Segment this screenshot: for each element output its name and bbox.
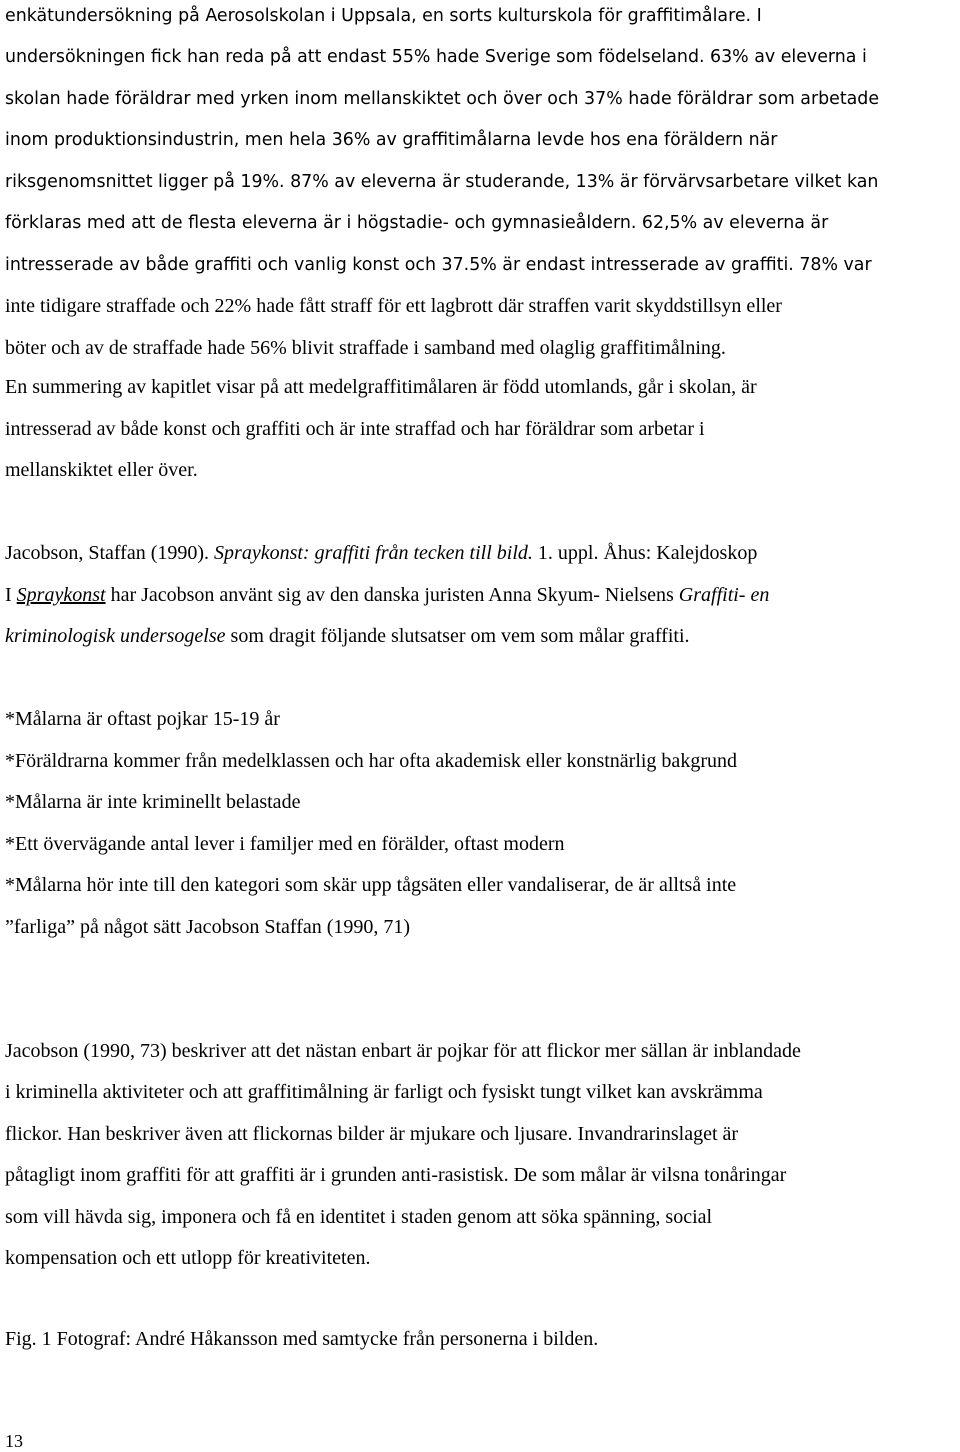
summary-line-2: intresserad av både konst och graffiti och är inte straffad och har föräldrar som arbetar i bbox=[5, 418, 705, 440]
reference-line bbox=[5, 541, 757, 565]
reference-author-year: Jacobson, Staffan (1990). bbox=[5, 542, 215, 564]
intro-text-a: I bbox=[5, 584, 17, 606]
intro-study-title-part-1: Graffiti- en bbox=[678, 584, 770, 606]
paragraph-2-line-2: i kriminella aktiviteter och att graffitimålning är farligt och fysiskt tungt vilket kan avskrämma bbox=[5, 1081, 763, 1103]
intro-text-e: som dragit följande slutsatser om vem som målar graffiti. bbox=[225, 625, 690, 647]
summary-line-3: mellanskiktet eller över. bbox=[5, 459, 198, 481]
paragraph-1-line-9: böter och av de straffade hade 56% blivit straffade i samband med olaglig graffitimålning. bbox=[5, 337, 726, 359]
intro-line-1 bbox=[5, 583, 769, 607]
conclusion-item: ”farliga” på något sätt Jacobson Staffan (1990, 71) bbox=[5, 916, 411, 938]
reference-title: Spraykonst: graffiti från tecken till bild. bbox=[214, 542, 533, 564]
paragraph-1-line-7: intresserade av både graffiti och vanlig konst och 37.5% är endast intresserade av graffiti. 78% var bbox=[5, 255, 872, 275]
paragraph-1-line-4: inom produktionsindustrin, men hela 36% av graffitimålarna levde hos ena föräldern när bbox=[5, 130, 778, 150]
conclusion-item: *Föräldrarna kommer från medelklassen och har ofta akademisk eller konstnärlig bakgrund bbox=[5, 750, 737, 772]
summary-line-1: En summering av kapitlet visar på att medelgraffitimålaren är född utomlands, går i skolan, är bbox=[5, 376, 757, 398]
page-number: 13 bbox=[5, 1431, 23, 1451]
paragraph-1-line-5: riksgenomsnittet ligger på 19%. 87% av eleverna är studerande, 13% är förvärvsarbetare vilket kan bbox=[5, 172, 879, 192]
paragraph-1-line-2: undersökningen fick han reda på att endast 55% hade Sverige som födelseland. 63% av eleverna i bbox=[5, 47, 867, 67]
conclusion-item: *Målarna är inte kriminellt belastade bbox=[5, 791, 301, 813]
intro-book-title: Spraykonst bbox=[16, 584, 106, 606]
conclusion-item: *Ett övervägande antal lever i familjer med en förälder, oftast modern bbox=[5, 833, 565, 855]
reference-publisher: 1. uppl. Åhus: Kalejdoskop bbox=[532, 542, 758, 564]
paragraph-1-line-3: skolan hade föräldrar med yrken inom mellanskiktet och över och 37% hade föräldrar som arbetade bbox=[5, 89, 880, 109]
paragraph-1-line-8: inte tidigare straffade och 22% hade fått straff för ett lagbrott där straffen varit skyddstillsyn eller bbox=[5, 295, 782, 317]
paragraph-2-line-5: som vill hävda sig, imponera och få en identitet i staden genom att söka spänning, social bbox=[5, 1206, 713, 1228]
intro-study-title-part-2: kriminologisk undersogelse bbox=[5, 625, 226, 647]
paragraph-2-line-4: påtagligt inom graffiti för att graffiti är i grunden anti-rasistisk. De som målar är vilsna tonåringar bbox=[5, 1164, 787, 1186]
intro-line-2 bbox=[5, 624, 690, 648]
paragraph-2-line-1: Jacobson (1990, 73) beskriver att det nästan enbart är pojkar för att flickor mer sällan är inblandade bbox=[5, 1040, 801, 1062]
paragraph-2-line-6: kompensation och ett utlopp för kreativiteten. bbox=[5, 1247, 371, 1269]
figure-caption: Fig. 1 Fotograf: André Håkansson med samtycke från personerna i bilden. bbox=[5, 1328, 599, 1350]
paragraph-1-line-1: enkätundersökning på Aerosolskolan i Uppsala, en sorts kulturskola för graffitimålare. I bbox=[5, 6, 762, 26]
conclusion-item: *Målarna är oftast pojkar 15-19 år bbox=[5, 708, 280, 730]
intro-text-c: har Jacobson använt sig av den danska juristen Anna Skyum- Nielsens bbox=[105, 584, 679, 606]
conclusion-item: *Målarna hör inte till den kategori som skär upp tågsäten eller vandaliserar, de är alltså inte bbox=[5, 874, 737, 896]
paragraph-1-line-6: förklaras med att de flesta eleverna är i högstadie- och gymnasieåldern. 62,5% av eleverna är bbox=[5, 213, 829, 233]
paragraph-2-line-3: flickor. Han beskriver även att flickornas bilder är mjukare och ljusare. Invandrarinslaget är bbox=[5, 1123, 739, 1145]
